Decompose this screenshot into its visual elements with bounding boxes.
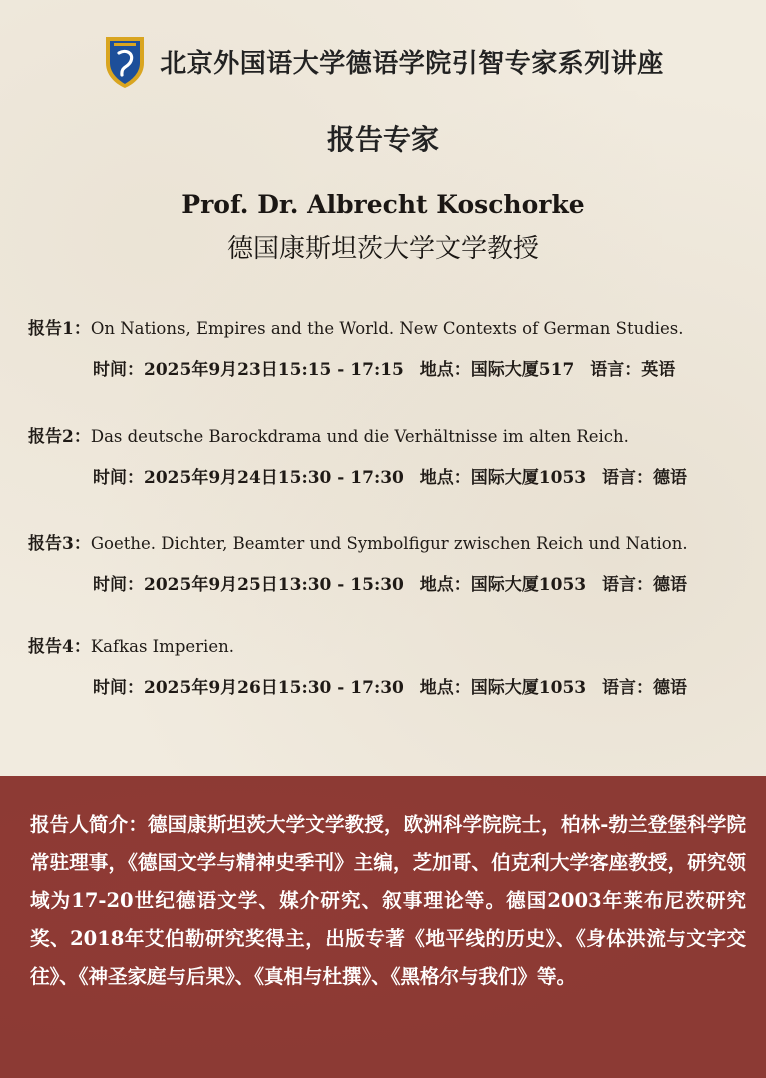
lecture-language: 语言：德语	[602, 678, 688, 698]
lecture-place: 地点：国际大厦1053	[419, 468, 587, 488]
lecture-time: 时间：2025年9月26日15:30 - 17:30	[93, 678, 404, 698]
lecture-time: 时间：2025年9月23日15:15 - 17:15	[93, 360, 404, 380]
expert-position: 德国康斯坦茨大学文学教授	[226, 234, 539, 264]
lecture-language: 语言：德语	[602, 468, 688, 488]
lecture-label: 报告3：	[28, 534, 91, 554]
lecture-time: 时间：2025年9月25日13:30 - 15:30	[93, 575, 404, 595]
lecture-1	[28, 318, 758, 381]
lecture-topic: On Nations, Empires and the World. New Contexts of German Studies.	[90, 319, 684, 338]
lecture-language: 语言：英语	[590, 360, 676, 380]
lecture-label: 报告4：	[28, 637, 91, 657]
lecture-language: 语言：德语	[602, 575, 688, 595]
header	[0, 33, 766, 89]
lecture-2	[28, 426, 758, 489]
section-title: 报告专家	[326, 123, 439, 156]
bio-panel	[0, 776, 766, 1078]
lecture-topic: Das deutsche Barockdrama und die Verhältnisse im alten Reich.	[90, 427, 629, 446]
lecture-topic: Goethe. Dichter, Beamter und Symbolfigur zwischen Reich und Nation.	[90, 534, 688, 553]
header-title: 北京外国语大学德语学院引智专家系列讲座	[160, 48, 664, 79]
lecture-topic: Kafkas Imperien.	[90, 637, 234, 656]
lecture-4	[28, 636, 758, 699]
bio-text: 报告人简介：德国康斯坦茨大学文学教授，欧洲科学院院士，柏林-勃兰登堡科学院常驻理事，《德国文学与精神史季刊》主编，芝加哥、伯克利大学客座教授，研究领域为17-20世纪德语文学、媒介研究、叙事理论等。德国2003年莱布尼茨研究奖、2018年艾伯勒研究奖得主，出版专著《地平线的历史》、《身体洪流与文字交往》、《神圣家庭与后果》、《真相与杜撰》、《黑格尔与我们》等。	[30, 813, 746, 988]
lecture-place: 地点：国际大厦1053	[419, 575, 587, 595]
lecture-label: 报告2：	[28, 427, 91, 447]
bfsu-shield-logo-icon	[102, 33, 148, 89]
lecture-label: 报告1：	[28, 319, 91, 339]
lecture-place: 地点：国际大厦1053	[419, 678, 587, 698]
expert-name: Prof. Dr. Albrecht Koschorke	[181, 190, 585, 219]
lecture-place: 地点：国际大厦517	[419, 360, 575, 380]
lecture-time: 时间：2025年9月24日15:30 - 17:30	[93, 468, 404, 488]
lecture-3	[28, 533, 758, 596]
